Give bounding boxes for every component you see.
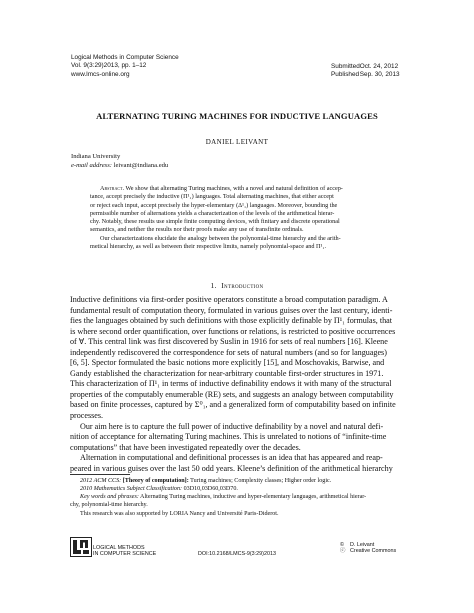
- body-line: This characterization of Π¹₁ in terms of inductive definability endows it with many of the structural: [70, 379, 392, 389]
- paper-title: ALTERNATING TURING MACHINES FOR INDUCTIVE LANGUAGES: [96, 111, 378, 121]
- body-line: is where second order quantification, over functions or relations, is restricted to positive occurrences: [70, 326, 396, 336]
- email-address[interactable]: leivant@indiana.edu: [113, 161, 169, 169]
- journal-volume: Vol. 9(3:29)2013, pp. 1–12: [71, 62, 147, 70]
- abstract-line: chy. Notably, these results use simple finite computing devices, with finitary and discrete operational: [90, 218, 340, 225]
- submitted-date: Oct. 24, 2012: [359, 62, 399, 70]
- journal-website[interactable]: www.lmcs-online.org: [71, 70, 130, 78]
- section-title: Introduction: [221, 281, 264, 290]
- body-line: computations” that have been investigated repeatedly over the decades.: [70, 442, 301, 452]
- section-heading: [0, 281, 474, 290]
- abstract-line: tance, accept precisely the inductive (Π¹₁) languages. Total alternating machines, that either accept: [90, 193, 334, 201]
- keywords-label: Key words and phrases:: [80, 494, 139, 501]
- abstract-label: Abstract.: [100, 185, 125, 192]
- email-label: e-mail address:: [71, 161, 112, 169]
- journal-header: [71, 54, 179, 79]
- acm-bold: [Theory of computation]:: [122, 478, 189, 484]
- body-line: Alternation in computational and definitional processes is an idea that has appeared and reap-: [80, 453, 383, 463]
- abstract: [90, 185, 394, 251]
- submitted-label: Submitted: [331, 62, 360, 70]
- abstract-line: We show that alternating Turing machines, with a novel and natural definition of accep-: [125, 185, 343, 192]
- published-date: Sep. 30, 2013: [359, 70, 400, 78]
- license-name[interactable]: Creative Commons: [350, 548, 397, 555]
- keywords-line-2: chy, polynomial-time hierarchy.: [70, 502, 148, 509]
- logo-text-line-1: LOGICAL METHODS: [93, 545, 145, 551]
- institution: Indiana University: [71, 153, 121, 160]
- author-name: DANIEL LEIVANT: [205, 138, 269, 146]
- dates-block: [331, 63, 400, 80]
- abstract-line: metical hierarchy, as well as between their respective limits, namely polynomial-space and Π¹₁.: [90, 242, 327, 250]
- body-line: processes.: [70, 411, 104, 421]
- journal-name: Logical Methods in Computer Science: [71, 54, 179, 61]
- section-number: 1.: [210, 281, 217, 290]
- keywords-line-1: Alternating Turing machines, inductive and hyper-elementary languages, arithmetical hierar-: [140, 494, 367, 501]
- creative-commons-icon: ⓒ: [340, 548, 346, 555]
- body-line: of ∀. This central link was first discovered by Suslin in 1916 for sets of real numbers [16]. Kleene: [70, 337, 388, 347]
- affiliation: [71, 153, 168, 170]
- body-line: Inductive definitions via first-order positive operators constitute a broad computation paradigm. A: [70, 295, 388, 304]
- body-line: based on finite processes, captured by Σ⁰₁, and a generalized form of computability based on infinite: [70, 400, 396, 410]
- license-block: [340, 542, 396, 554]
- abstract-line: permissible number of alternations yields a characterization of the levels of the arithmetical hierar-: [90, 209, 335, 217]
- body-line: nition of acceptance for alternating Turing machines. This is unrelated to notions of “infinite-time: [70, 432, 387, 442]
- support-note: This research was also supported by LORIA Nancy and Université Paris-Diderot.: [80, 510, 279, 517]
- abstract-line: or reject each input, accept precisely the hyper-elementary (Δ¹₁) languages. Moreover, bounding the: [90, 201, 338, 209]
- footnotes: [70, 477, 410, 518]
- copyright-icon: ©: [340, 542, 344, 548]
- msc-value: 03D10,03D60,03D70.: [183, 486, 238, 493]
- doi[interactable]: DOI:10.2168/LMCS-9(3:29)2013: [198, 551, 276, 557]
- published-label: Published: [331, 70, 360, 78]
- body-line: fies the languages obtained by such definitions with those explicitly definable by Π¹₁ formulas, that: [70, 316, 392, 326]
- body-line: independently rediscovered the correspondence for sets of natural numbers (and so for languages): [70, 347, 387, 357]
- msc-label: 2010 Mathematics Subject Classification:: [80, 486, 183, 493]
- intro-body: [70, 295, 410, 474]
- body-line: [6, 5]. Spector formulated the basic notions more explicitly [15], and Moschovakis, Barwise, and: [70, 358, 385, 368]
- body-line: peared in various guises over the last 50 odd years. Kleene’s definition of the arithmetical hierarchy: [70, 463, 393, 473]
- body-line: Our aim here is to capture the full power of inductive definability by a novel and natural defi-: [80, 421, 384, 431]
- abstract-line: Our characterizations elucidate the analogy between the polynomial-time hierarchy and the arith-: [100, 234, 341, 242]
- acm-rest: Turing machines; Complexity classes; Higher order logic.: [190, 478, 332, 484]
- body-line: properties of the computably enumerable (RE) sets, and suggests an analogy between computability: [70, 389, 394, 399]
- body-line: Gandy established the characterization for near-arbitrary countable first-order structures in 1971.: [70, 368, 384, 378]
- abstract-line: semantics, and neither the results nor their proofs make any use of transfinite ordinals.: [90, 226, 304, 234]
- body-line: fundamental result of computation theory, formulated in various guises over the last century, identi-: [70, 305, 393, 315]
- acm-label: 2012 ACM CCS:: [80, 478, 122, 484]
- footnote-rule: [70, 474, 130, 475]
- logo-text-line-2: IN COMPUTER SCIENCE: [93, 551, 157, 558]
- copyright-holder: D. Leivant: [350, 542, 375, 548]
